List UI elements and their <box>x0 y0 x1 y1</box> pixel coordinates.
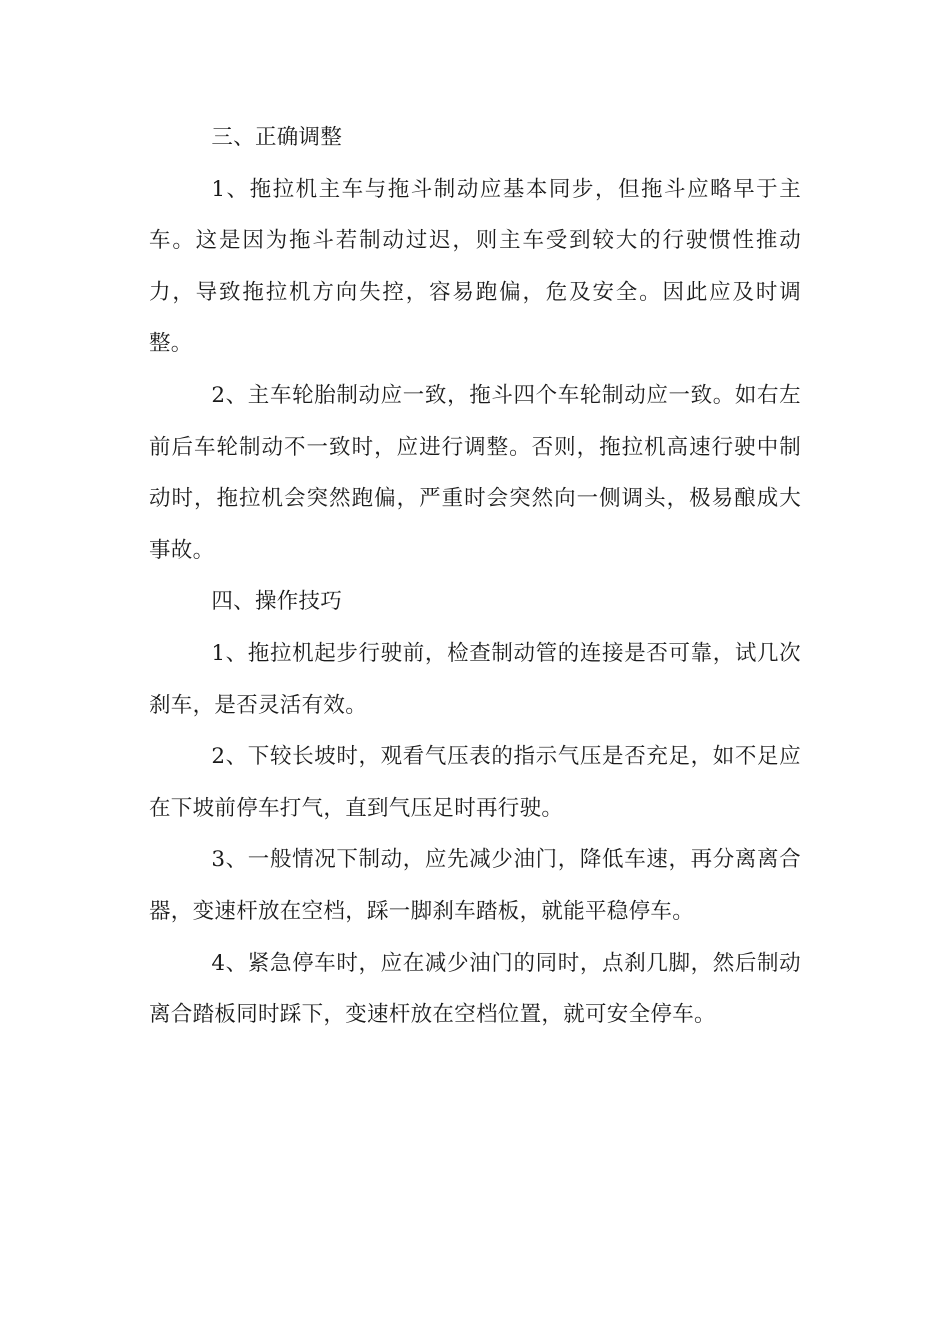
document-body <box>149 112 801 1041</box>
paragraph-technique-3: 3、一般情况下制动，应先减少油门，降低车速，再分离离合器，变速杆放在空档，踩一脚刹车踏板，就能平稳停车。 <box>149 847 801 924</box>
section-heading-techniques: 四、操作技巧 <box>211 589 343 615</box>
paragraph-adjust-2: 2、主车轮胎制动应一致，拖斗四个车轮制动应一致。如右左前后车轮制动不一致时，应进行调整。否则，拖拉机高速行驶中制动时，拖拉机会突然跑偏，严重时会突然向一侧调头，极易酿成大事故。 <box>149 382 801 563</box>
section-heading-adjustment: 三、正确调整 <box>211 125 343 150</box>
paragraph-technique-1: 1、拖拉机起步行驶前，检查制动管的连接是否可靠，试几次刹车，是否灵活有效。 <box>149 640 801 718</box>
paragraph-technique-2: 2、下较长坡时，观看气压表的指示气压是否充足，如不足应在下坡前停车打气，直到气压足时再行驶。 <box>149 744 801 821</box>
paragraph-adjust-1: 1、拖拉机主车与拖斗制动应基本同步，但拖斗应略早于主车。这是因为拖斗若制动过迟，则主车受到较大的行驶惯性推动力，导致拖拉机方向失控，容易跑偏，危及安全。因此应及时调整。 <box>149 176 801 357</box>
paragraph-technique-4: 4、紧急停车时，应在减少油门的同时，点刹几脚，然后制动离合踏板同时踩下，变速杆放在空档位置，就可安全停车。 <box>149 950 801 1028</box>
